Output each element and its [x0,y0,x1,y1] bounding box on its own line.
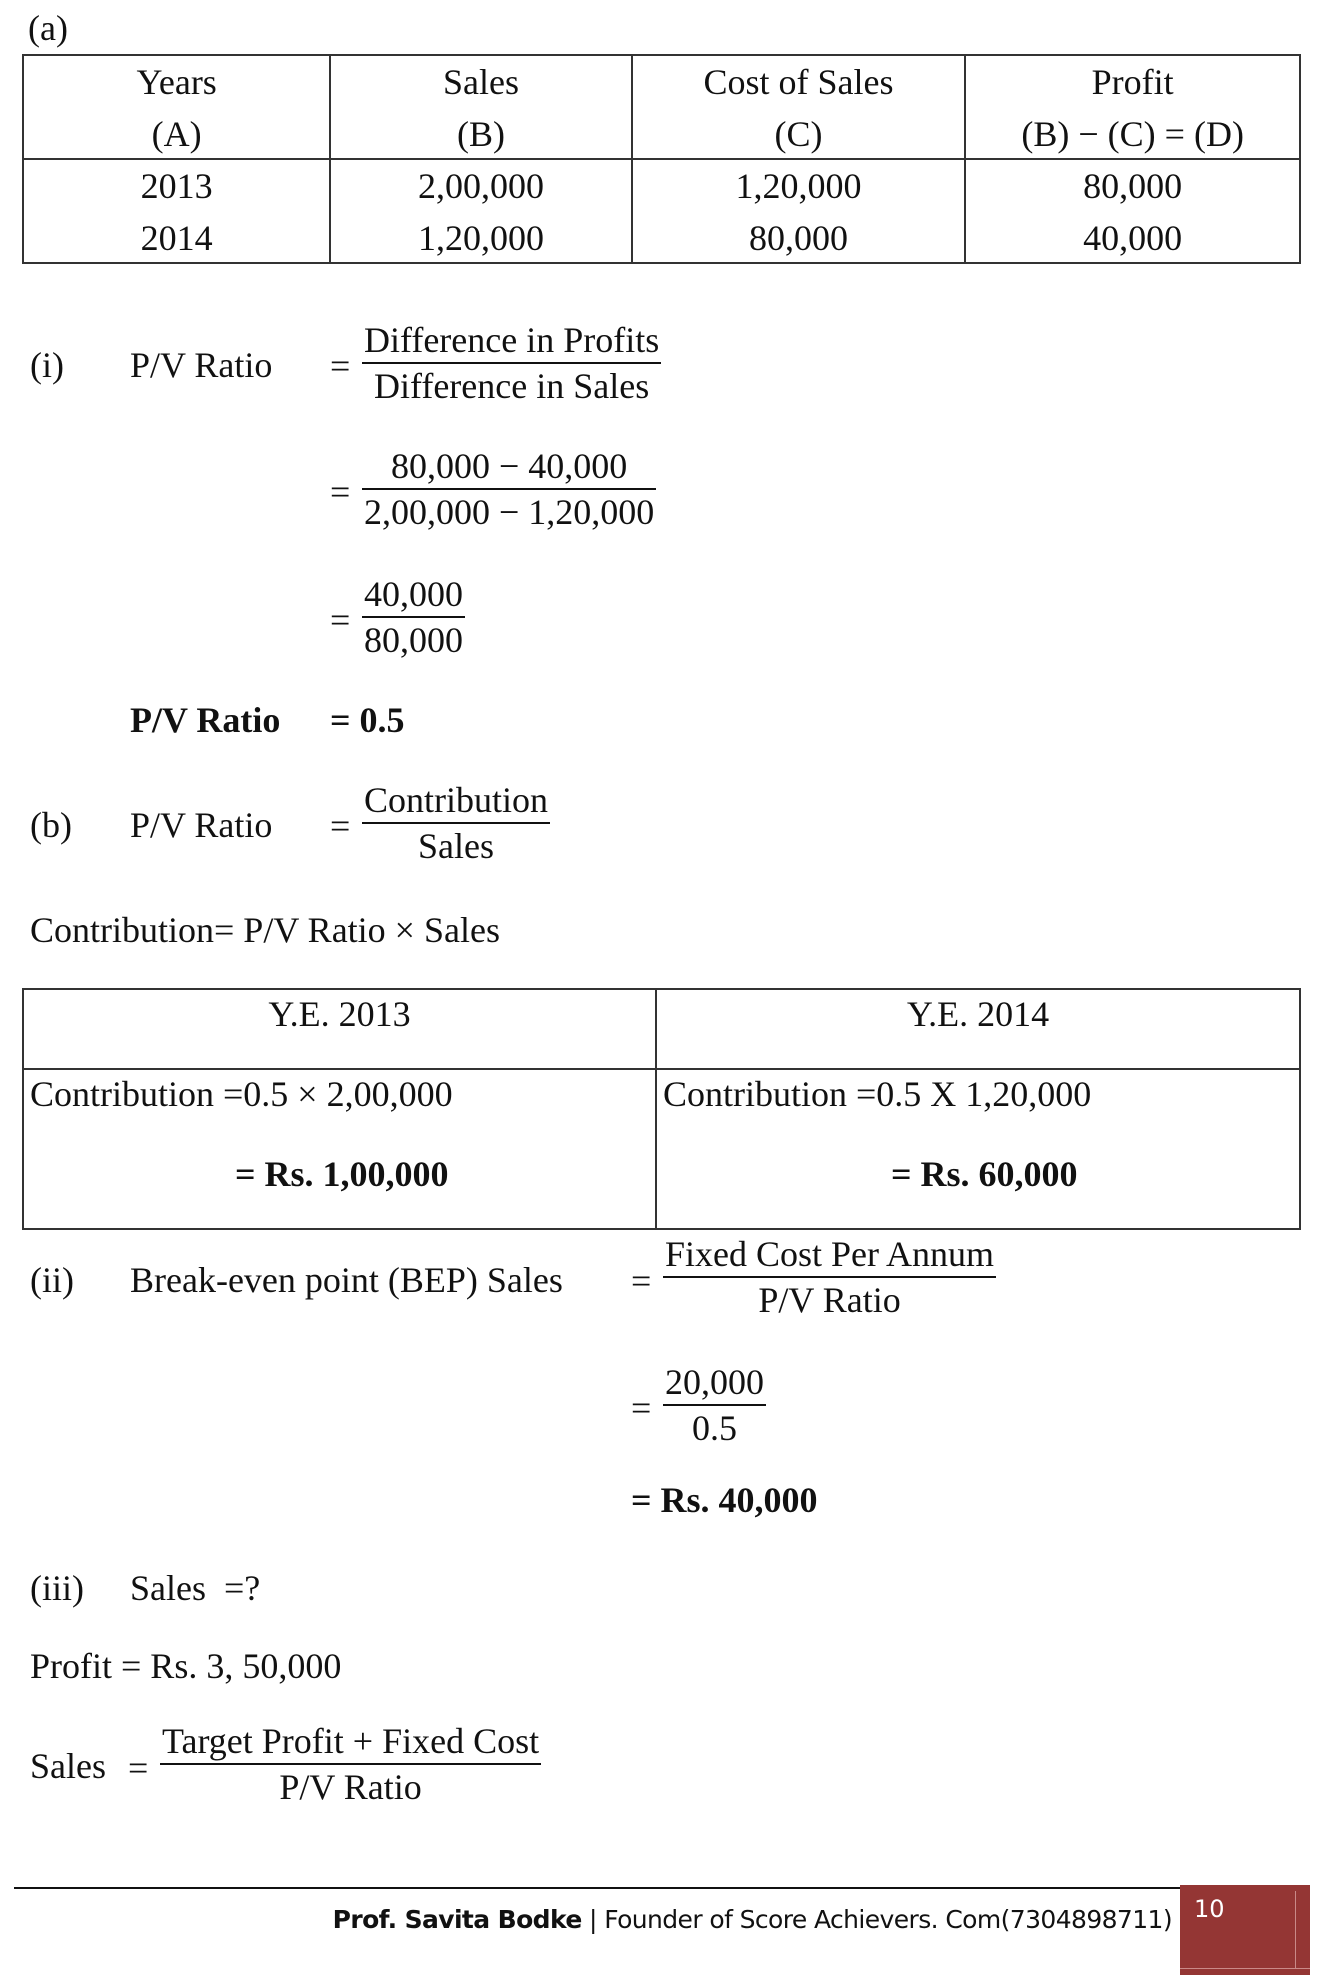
footer-credit [333,1902,1172,1938]
header-subtext: (B) [457,114,506,154]
header-ye-2014 [656,989,1300,1069]
contribution-formula: Contribution= P/V Ratio × Sales [30,910,500,950]
table-cell: 80,000 [1083,166,1183,206]
calc-2013 [23,1069,656,1229]
denominator: 0.5 [692,1408,737,1448]
footer-divider [14,1887,1180,1889]
years-cell [23,159,330,263]
numerator: 40,000 [364,574,463,614]
denominator: Difference in Sales [374,366,650,406]
sales-cell [330,159,631,263]
page-number: 10 [1194,1895,1225,1923]
step-iii-term: Sales [30,1746,106,1786]
header-text: Years [136,62,217,102]
footer-separator: | [581,1905,605,1934]
table-cell: 2014 [140,218,213,258]
header-text: Profit [1091,62,1174,102]
fraction-contribution-over-sales [362,778,550,868]
footer-tagline: Founder of Score Achievers. Com(7304898711) [604,1905,1172,1934]
page-box-line [1180,1968,1310,1969]
numerator: Contribution [364,780,549,820]
result-text: = Rs. 60,000 [891,1154,1078,1194]
header-cost-of-sales [632,55,966,159]
footer-author: Prof. Savita Bodke [332,1905,582,1934]
contribution-table-body [23,1069,1300,1229]
bep-result: = Rs. 40,000 [631,1480,818,1520]
profit-cell [965,159,1300,263]
step-iii-question: Sales =? [130,1568,261,1608]
equals-sign: = [330,346,351,386]
table-cell: 1,20,000 [418,218,545,258]
table-cell: 1,20,000 [735,166,862,206]
part-b-label: (b) [30,805,72,845]
table-cell: 2013 [140,166,213,206]
fraction-bep-values [663,1360,766,1450]
denominator: 80,000 [364,620,463,660]
equals-sign: = [631,1261,652,1301]
equals-sign: = [631,1388,652,1428]
numerator: Target Profit + Fixed Cost [162,1721,540,1761]
table-cell: 80,000 [749,218,849,258]
fraction-target-sales [160,1719,541,1809]
header-profit [965,55,1300,159]
equals-sign: = [330,472,351,512]
denominator: Sales [418,826,494,866]
numerator: 20,000 [665,1362,764,1402]
denominator: P/V Ratio [279,1767,422,1807]
equals-sign: = [128,1748,149,1788]
header-subtext: (C) [774,114,823,154]
step-ii-label: (ii) [30,1260,74,1300]
profit-table-body [23,159,1300,263]
fraction-pv-values [362,444,656,534]
header-ye-2013 [23,989,656,1069]
step-i-label: (i) [30,345,64,385]
fraction-bep-definition [663,1232,996,1322]
pv-ratio-result-value: = 0.5 [330,700,405,740]
cost-cell [632,159,966,263]
header-years [23,55,330,159]
header-text: Y.E. 2013 [268,994,411,1034]
header-text: Y.E. 2014 [906,994,1050,1034]
denominator: P/V Ratio [758,1280,901,1320]
calc-text: Contribution =0.5 × 2,00,000 [30,1074,453,1114]
equals-sign: = [330,600,351,640]
header-sales [330,55,631,159]
step-iii-label: (iii) [30,1568,84,1608]
table-cell: 40,000 [1083,218,1183,258]
table-cell: 2,00,000 [418,166,545,206]
profit-table-header [23,55,1300,159]
page-number-box [1180,1885,1310,1975]
calc-2014 [656,1069,1300,1229]
fraction-pv-simplified [362,572,465,662]
pv-ratio-result-term: P/V Ratio [130,700,281,740]
header-subtext: (A) [151,114,202,154]
part-b-term: P/V Ratio [130,805,273,845]
contribution-table-header [23,989,1300,1069]
step-i-term: P/V Ratio [130,345,273,385]
numerator: Difference in Profits [364,320,660,360]
part-a-label: (a) [28,8,68,48]
equals-sign: = [330,806,351,846]
page-box-line [1295,1891,1296,1969]
fraction-pv-definition [362,318,661,408]
denominator: 2,00,000 − 1,20,000 [364,492,655,532]
header-text: Sales [443,62,520,102]
numerator: 80,000 − 40,000 [391,446,628,486]
calc-text: Contribution =0.5 X 1,20,000 [663,1074,1092,1114]
contribution-table [22,988,1301,1230]
step-ii-term: Break-even point (BEP) Sales [130,1260,563,1300]
target-profit: Profit = Rs. 3, 50,000 [30,1646,342,1686]
header-text: Cost of Sales [703,62,894,102]
result-text: = Rs. 1,00,000 [235,1154,449,1194]
numerator: Fixed Cost Per Annum [665,1234,995,1274]
profit-table [22,54,1301,264]
header-subtext: (B) − (C) = (D) [1021,114,1244,154]
